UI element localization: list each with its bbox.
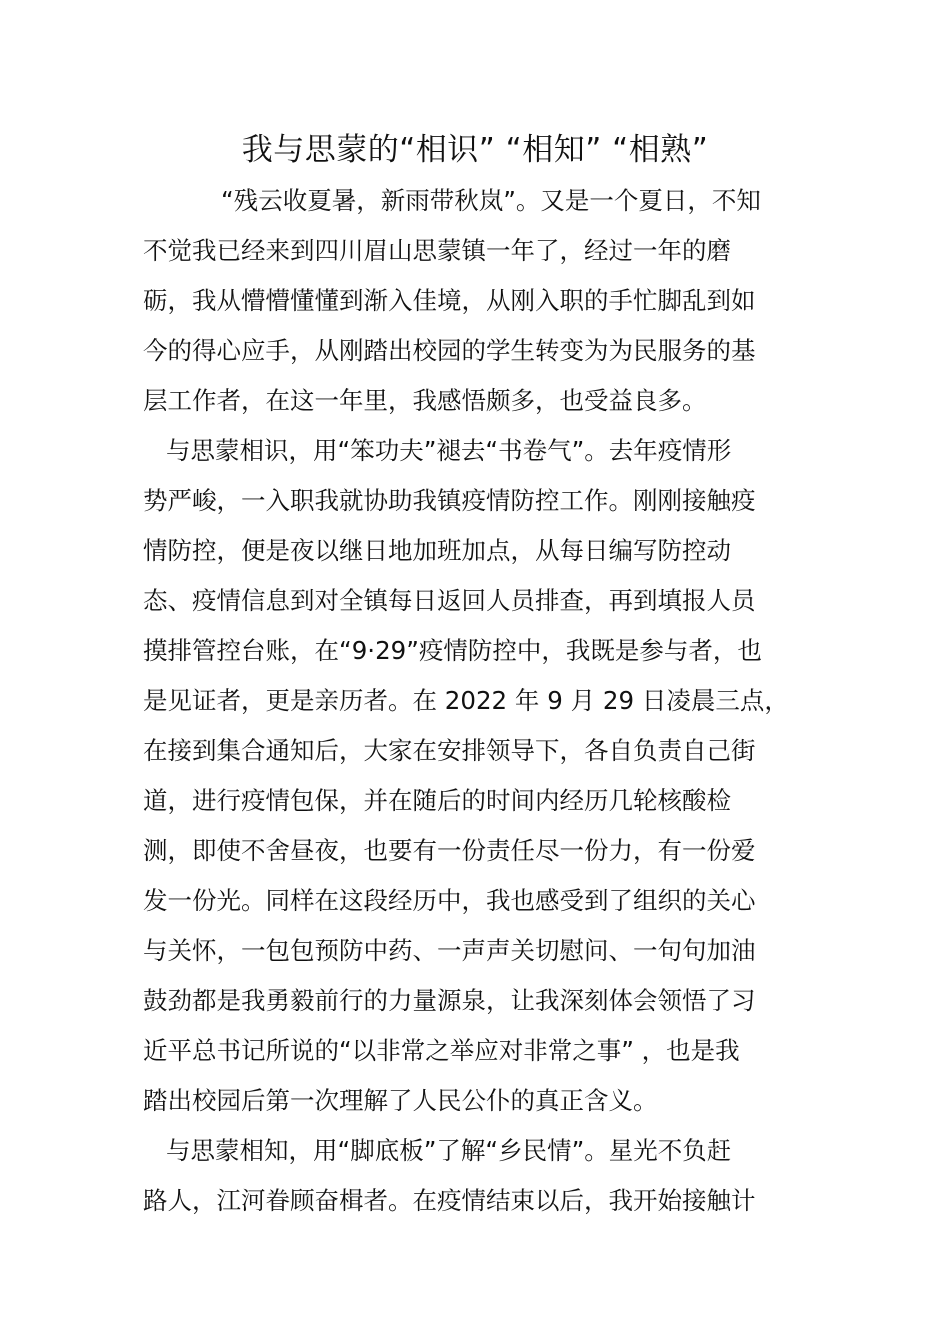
text-line: 鼓劲都是我勇毅前行的力量源泉，让我深刻体会领悟了习 [143, 986, 756, 1015]
document-body [143, 176, 808, 1226]
paragraph-intro [143, 176, 808, 426]
text-line: 在接到集合通知后，大家在安排领导下，各自负责自己街 [143, 736, 756, 765]
text-line: 近平总书记所说的“以非常之举应对非常之事” ，也是我 [143, 1036, 740, 1065]
paragraph-acquaintance [143, 426, 808, 1126]
text-line: 是见证者，更是亲历者。在 2022 年 9 月 29 日凌晨三点， [143, 686, 789, 715]
text-line: 态、疫情信息到对全镇每日返回人员排查，再到填报人员 [143, 586, 756, 615]
text-line: 今的得心应手，从刚踏出校园的学生转变为为民服务的基 [143, 336, 756, 365]
text-line: 层工作者，在这一年里，我感悟颇多，也受益良多。 [143, 386, 707, 415]
document-title: 我与思蒙的“相识” “相知” “相熟” [241, 132, 709, 168]
text-line: 势严峻，一入职我就协助我镇疫情防控工作。刚刚接触疫 [143, 486, 756, 515]
text-line: 测，即使不舍昼夜，也要有一份责任尽一份力，有一份爱 [143, 836, 756, 865]
text-line: 与关怀，一包包预防中药、一声声关切慰问、一句句加油 [143, 936, 756, 965]
text-line: 踏出校园后第一次理解了人民公仆的真正含义。 [143, 1086, 658, 1115]
paragraph-understanding [143, 1126, 808, 1226]
text-line: 砺，我从懵懵懂懂到渐入佳境，从刚入职的手忙脚乱到如 [143, 286, 756, 315]
text-line: 发一份光。同样在这段经历中，我也感受到了组织的关心 [143, 886, 756, 915]
text-line: 情防控，便是夜以继日地加班加点，从每日编写防控动 [143, 536, 731, 565]
text-line: 摸排管控台账，在“9·29”疫情防控中，我既是参与者，也 [143, 636, 762, 665]
text-line: 与思蒙相识，用“笨功夫”褪去“书卷气”。去年疫情形 [166, 436, 732, 465]
text-line: 不觉我已经来到四川眉山思蒙镇一年了，经过一年的磨 [143, 236, 731, 265]
text-line: 道，进行疫情包保，并在随后的时间内经历几轮核酸检 [143, 786, 731, 815]
text-line: “残云收夏暑，新雨带秋岚”。又是一个夏日，不知 [221, 186, 761, 215]
text-line: 路人，江河眷顾奋楫者。在疫情结束以后，我开始接触计 [143, 1186, 756, 1215]
text-line: 与思蒙相知，用“脚底板”了解“乡民情”。星光不负赶 [166, 1136, 732, 1165]
